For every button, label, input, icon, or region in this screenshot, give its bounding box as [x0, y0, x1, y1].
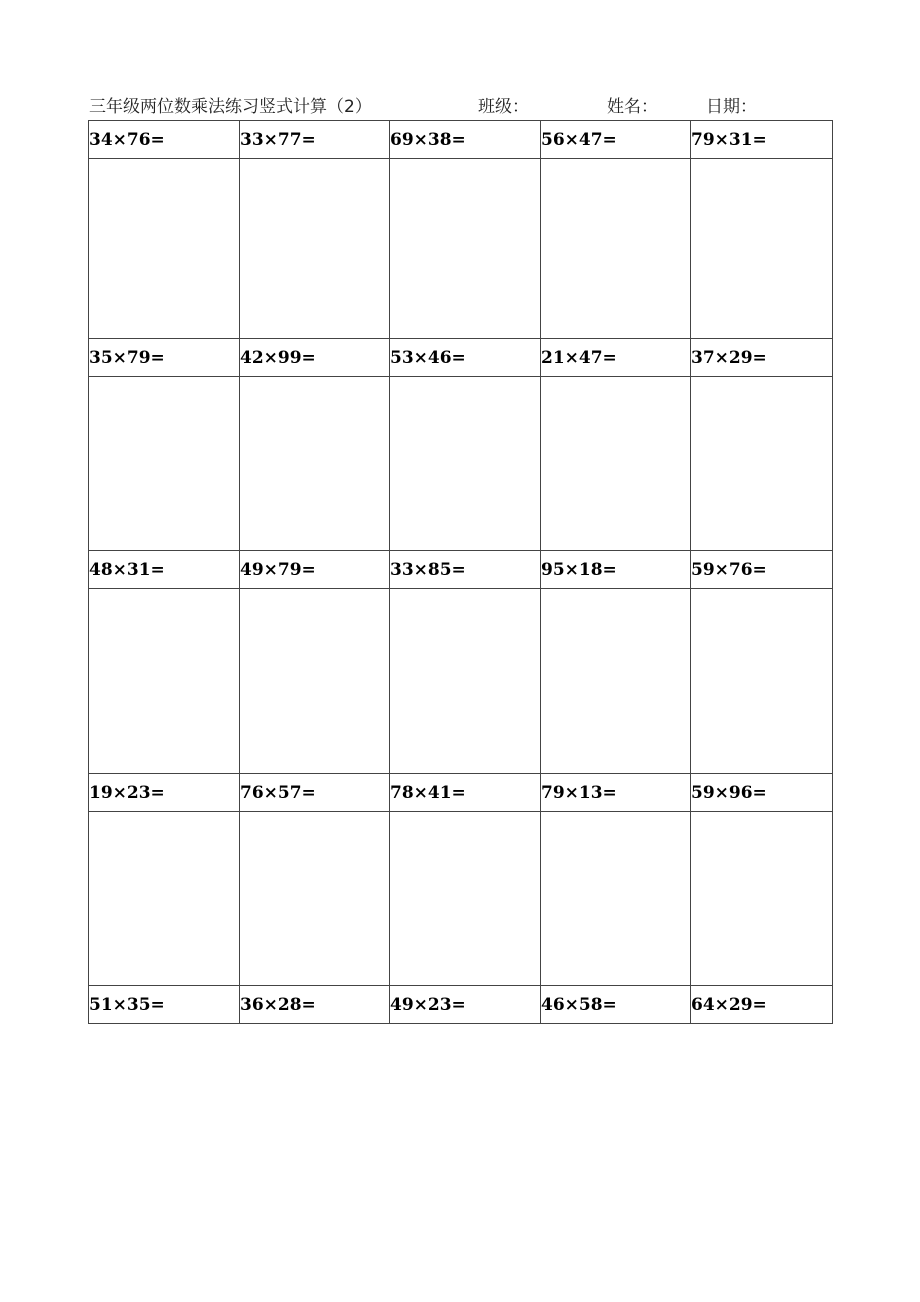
work-space[interactable] [240, 589, 390, 774]
work-space[interactable] [541, 812, 691, 986]
work-space[interactable] [691, 159, 833, 339]
worksheet-header [0, 92, 920, 118]
problem-cell: 53×46= [390, 339, 541, 377]
work-row [89, 377, 833, 551]
problem-cell: 42×99= [240, 339, 390, 377]
problem-row [89, 774, 833, 812]
work-row [89, 589, 833, 774]
work-space[interactable] [541, 159, 691, 339]
problem-cell: 33×85= [390, 551, 541, 589]
problem-cell: 79×13= [541, 774, 691, 812]
work-space[interactable] [390, 589, 541, 774]
problem-cell: 69×38= [390, 121, 541, 159]
problem-cell: 51×35= [89, 986, 240, 1024]
work-space[interactable] [89, 589, 240, 774]
problem-cell: 36×28= [240, 986, 390, 1024]
problem-cell: 48×31= [89, 551, 240, 589]
problem-cell: 49×23= [390, 986, 541, 1024]
work-space[interactable] [89, 812, 240, 986]
problem-cell: 79×31= [691, 121, 833, 159]
work-space[interactable] [240, 159, 390, 339]
problem-cell: 21×47= [541, 339, 691, 377]
work-space[interactable] [390, 377, 541, 551]
problem-row [89, 339, 833, 377]
problem-cell: 49×79= [240, 551, 390, 589]
problem-cell: 35×79= [89, 339, 240, 377]
date-label: 日期： [706, 97, 757, 117]
work-space[interactable] [240, 812, 390, 986]
problem-cell: 33×77= [240, 121, 390, 159]
work-space[interactable] [691, 589, 833, 774]
work-space[interactable] [390, 812, 541, 986]
work-row [89, 159, 833, 339]
work-space[interactable] [541, 377, 691, 551]
work-space[interactable] [89, 377, 240, 551]
problem-row [89, 121, 833, 159]
class-label: 班级： [478, 97, 529, 117]
problem-cell: 95×18= [541, 551, 691, 589]
problem-row [89, 986, 833, 1024]
work-space[interactable] [390, 159, 541, 339]
problem-cell: 19×23= [89, 774, 240, 812]
name-label: 姓名： [607, 97, 658, 117]
problem-cell: 56×47= [541, 121, 691, 159]
problem-cell: 64×29= [691, 986, 833, 1024]
work-space[interactable] [541, 589, 691, 774]
work-space[interactable] [240, 377, 390, 551]
multiplication-grid [88, 120, 833, 1024]
problem-cell: 59×76= [691, 551, 833, 589]
work-space[interactable] [89, 159, 240, 339]
work-space[interactable] [691, 377, 833, 551]
worksheet-title: 三年级两位数乘法练习竖式计算（2） [89, 97, 372, 117]
problem-cell: 78×41= [390, 774, 541, 812]
work-space[interactable] [691, 812, 833, 986]
problem-cell: 37×29= [691, 339, 833, 377]
problem-cell: 59×96= [691, 774, 833, 812]
problem-row [89, 551, 833, 589]
work-row [89, 812, 833, 986]
problem-cell: 34×76= [89, 121, 240, 159]
problem-cell: 76×57= [240, 774, 390, 812]
problem-cell: 46×58= [541, 986, 691, 1024]
